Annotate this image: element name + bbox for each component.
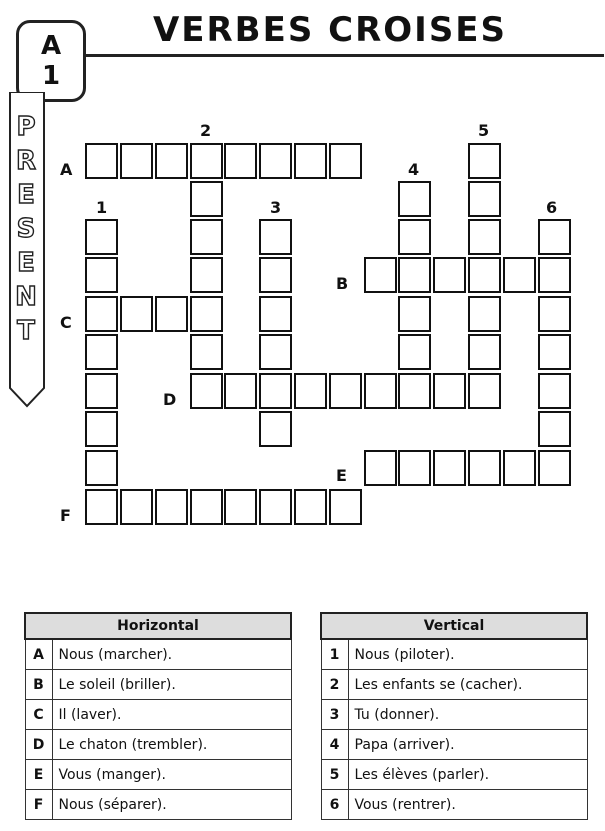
crossword-cell[interactable] [433,450,466,486]
crossword-cell[interactable] [294,489,327,525]
crossword-cell[interactable] [259,334,292,370]
crossword-cell[interactable] [329,373,362,409]
crossword-cell[interactable] [190,489,223,525]
crossword-cell[interactable] [364,450,397,486]
table-row: 1 Nous (piloter). [321,639,587,670]
table-row: A Nous (marcher). [25,639,291,670]
crossword-cell[interactable] [468,334,501,370]
crossword-cell[interactable] [398,373,431,409]
crossword-cell[interactable] [503,257,536,293]
level-badge [16,20,86,102]
crossword-cell[interactable] [468,257,501,293]
table-row: B Le soleil (briller). [25,670,291,700]
table-row: D Le chaton (trembler). [25,730,291,760]
crossword-cell[interactable] [224,143,257,179]
crossword-cell[interactable] [224,373,257,409]
table-row: E Vous (manger). [25,760,291,790]
label-4: 4 [408,160,420,179]
crossword-cell[interactable] [259,411,292,447]
crossword-cell[interactable] [538,334,571,370]
crossword-cell[interactable] [190,334,223,370]
side-letter: E [17,180,35,210]
page-title: VERBES CROISES [152,10,508,50]
crossword-cell[interactable] [538,257,571,293]
crossword-cell[interactable] [364,257,397,293]
table-row: 4 Papa (arriver). [321,730,587,760]
crossword-cell[interactable] [155,296,188,332]
side-letter: S [16,214,36,244]
crossword-cell[interactable] [155,143,188,179]
crossword-cell[interactable] [329,143,362,179]
side-letter: R [15,146,37,176]
crossword-cell[interactable] [538,411,571,447]
side-letter: T [17,316,35,346]
crossword-cell[interactable] [190,219,223,255]
crossword-cell[interactable] [190,143,223,179]
crossword-cell[interactable] [85,373,118,409]
crossword-cell[interactable] [538,373,571,409]
crossword-cell[interactable] [85,489,118,525]
crossword-cell[interactable] [468,373,501,409]
crossword-cell[interactable] [398,450,431,486]
crossword-cell[interactable] [433,257,466,293]
vertical-header: Vertical [321,613,587,639]
table-row: 3 Tu (donner). [321,700,587,730]
side-letter: N [15,282,37,312]
crossword-cell[interactable] [259,373,292,409]
crossword-cell[interactable] [468,219,501,255]
label-c: C [60,313,72,332]
crossword-cell[interactable] [259,219,292,255]
vertical-clues-table [320,612,588,820]
table-row: 6 Vous (rentrer). [321,790,587,820]
label-1: 1 [96,198,108,217]
crossword-cell[interactable] [364,373,397,409]
label-2: 2 [200,121,212,140]
crossword-cell[interactable] [259,296,292,332]
crossword-cell[interactable] [468,296,501,332]
crossword-cell[interactable] [538,450,571,486]
badge-letter: A [40,31,62,61]
crossword-cell[interactable] [120,296,153,332]
crossword-cell[interactable] [329,489,362,525]
table-row: C Il (laver). [25,700,291,730]
horizontal-clues-table [24,612,292,820]
table-row: F Nous (séparer). [25,790,291,820]
crossword-cell[interactable] [503,450,536,486]
label-b: B [336,274,349,293]
crossword-cell[interactable] [85,296,118,332]
label-a: A [60,160,73,179]
label-d: D [163,390,177,409]
crossword-cell[interactable] [398,257,431,293]
crossword-cell[interactable] [294,373,327,409]
label-6: 6 [546,198,558,217]
crossword-cell[interactable] [398,219,431,255]
crossword-cell[interactable] [398,181,431,217]
badge-number: 1 [41,61,61,91]
crossword-cell[interactable] [538,219,571,255]
table-row: 5 Les élèves (parler). [321,760,587,790]
crossword-cell[interactable] [85,334,118,370]
table-row: 2 Les enfants se (cacher). [321,670,587,700]
crossword-cell[interactable] [468,450,501,486]
crossword-cell[interactable] [398,334,431,370]
crossword-cell[interactable] [85,450,118,486]
crossword-cell[interactable] [294,143,327,179]
crossword-cell[interactable] [259,143,292,179]
label-3: 3 [270,198,282,217]
label-f: F [60,506,71,525]
crossword-cell[interactable] [538,296,571,332]
side-letter: E [17,248,35,278]
label-e: E [336,466,347,485]
crossword-cell[interactable] [120,143,153,179]
crossword-cell[interactable] [433,373,466,409]
crossword-cell[interactable] [259,489,292,525]
crossword-cell[interactable] [155,489,188,525]
crossword-cell[interactable] [468,181,501,217]
crossword-cell[interactable] [190,373,223,409]
crossword-cell[interactable] [190,296,223,332]
crossword-cell[interactable] [190,181,223,217]
label-5: 5 [478,121,490,140]
crossword-cell[interactable] [85,257,118,293]
crossword-cell[interactable] [85,143,118,179]
title-underline [84,54,604,57]
crossword-cell[interactable] [85,219,118,255]
crossword-cell[interactable] [85,411,118,447]
horizontal-header: Horizontal [25,613,291,639]
side-letter: P [16,112,36,142]
crossword-cell[interactable] [224,489,257,525]
crossword-cell[interactable] [398,296,431,332]
crossword-cell[interactable] [259,257,292,293]
crossword-cell[interactable] [468,143,501,179]
crossword-cell[interactable] [190,257,223,293]
crossword-cell[interactable] [120,489,153,525]
